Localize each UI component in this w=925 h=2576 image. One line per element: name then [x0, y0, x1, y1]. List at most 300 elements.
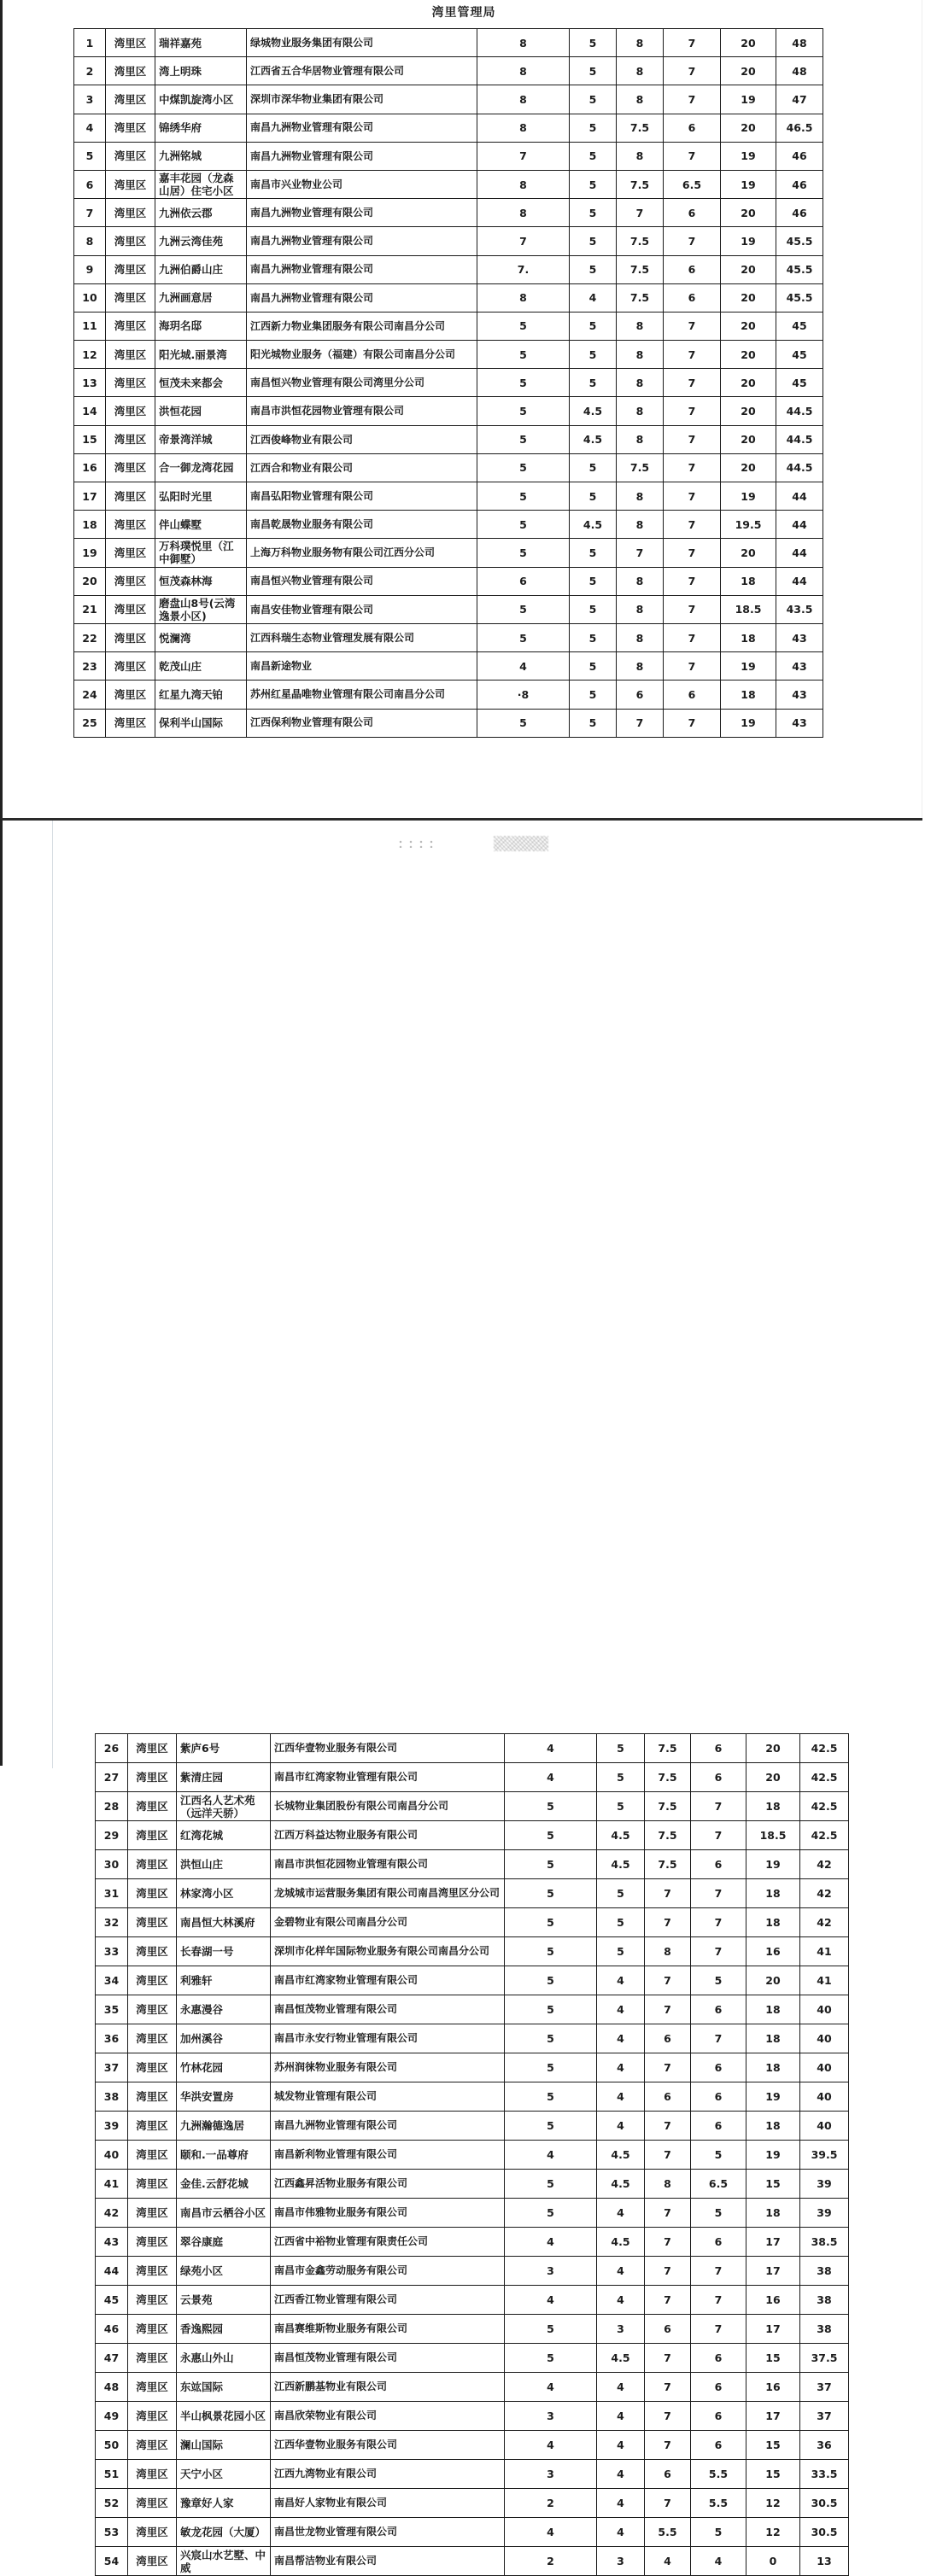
score-5-cell: 19 [721, 142, 776, 170]
score-4-cell: 7 [691, 1792, 746, 1821]
score-5-cell: 19 [746, 2141, 800, 2170]
company-name-cell: 深圳市深华物业集团有限公司 [247, 85, 477, 114]
score-4-cell: 6 [664, 255, 721, 283]
company-name-cell: 南昌好人家物业有限公司 [271, 2489, 505, 2518]
district-cell: 湾里区 [106, 29, 155, 57]
score-5-cell: 20 [721, 397, 776, 425]
score-4-cell: 6 [664, 681, 721, 709]
score-5-cell: 20 [721, 369, 776, 397]
score-3-cell: 7 [645, 2053, 691, 2082]
score-2-cell: 5 [570, 199, 617, 227]
score-4-cell: 5 [691, 2518, 746, 2547]
total-score-cell: 45.5 [776, 227, 823, 255]
company-name-cell: 南昌恒兴物业管理有限公司 [247, 567, 477, 595]
score-3-cell: 6 [645, 2315, 691, 2344]
table-row [74, 255, 823, 283]
district-cell: 湾里区 [128, 2199, 177, 2228]
score-3-cell: 8 [617, 57, 664, 85]
table-row [74, 567, 823, 595]
community-name-cell: 江西名人艺术苑（远洋天骄） [177, 1792, 271, 1821]
district-cell: 湾里区 [128, 1966, 177, 1995]
table-row [96, 2344, 849, 2373]
company-name-cell: 江西九湾物业有限公司 [271, 2460, 505, 2489]
table-row [74, 595, 823, 623]
score-3-cell: 8 [617, 369, 664, 397]
score-5-cell: 20 [721, 341, 776, 369]
total-score-cell: 30.5 [800, 2489, 849, 2518]
score-4-cell: 6 [691, 2112, 746, 2141]
score-1-cell: 5 [477, 341, 570, 369]
district-cell: 湾里区 [128, 2315, 177, 2344]
score-1-cell: 5 [505, 2053, 597, 2082]
scan-artifact-line [52, 821, 53, 1768]
table-row [74, 199, 823, 227]
score-2-cell: 3 [597, 2315, 645, 2344]
score-5-cell: 17 [746, 2257, 800, 2286]
district-cell: 湾里区 [106, 142, 155, 170]
score-2-cell: 5 [570, 539, 617, 567]
total-score-cell: 44 [776, 567, 823, 595]
score-2-cell: 5 [570, 341, 617, 369]
district-cell: 湾里区 [128, 2024, 177, 2053]
community-name-cell: 南昌市云栖谷小区 [177, 2199, 271, 2228]
community-name-cell: 云景苑 [177, 2286, 271, 2315]
score-4-cell: 7 [664, 142, 721, 170]
district-cell: 湾里区 [128, 2082, 177, 2112]
community-name-cell: 翠谷康庭 [177, 2228, 271, 2257]
score-1-cell: 5 [505, 2199, 597, 2228]
community-name-cell: 绿苑小区 [177, 2257, 271, 2286]
score-1-cell: 5 [477, 312, 570, 340]
faded-stamp-specks [395, 839, 438, 848]
score-4-cell: 6 [691, 2373, 746, 2402]
score-2-cell: 4 [597, 2489, 645, 2518]
score-2-cell: 4.5 [570, 397, 617, 425]
score-5-cell: 15 [746, 2460, 800, 2489]
score-1-cell: 5 [505, 2024, 597, 2053]
score-2-cell: 5 [570, 709, 617, 737]
table-row [96, 1879, 849, 1908]
total-score-cell: 42 [800, 1850, 849, 1879]
community-name-cell: 兴宸山水艺墅、中威 [177, 2547, 271, 2576]
table-row [96, 2460, 849, 2489]
row-number: 32 [96, 1908, 128, 1937]
company-name-cell: 江西科瑞生态物业管理发展有限公司 [247, 623, 477, 651]
score-3-cell: 7.5 [617, 453, 664, 482]
community-name-cell: 帝景湾洋城 [155, 425, 247, 453]
score-5-cell: 20 [746, 1734, 800, 1763]
score-4-cell: 7 [664, 511, 721, 539]
score-1-cell: 5 [505, 1995, 597, 2024]
company-name-cell: 南昌九洲物业管理有限公司 [247, 142, 477, 170]
district-cell: 湾里区 [106, 681, 155, 709]
table-row [96, 1966, 849, 1995]
score-4-cell: 6 [691, 1763, 746, 1792]
row-number: 42 [96, 2199, 128, 2228]
faded-stamp [494, 836, 548, 851]
score-3-cell: 7.5 [617, 114, 664, 142]
table-row [96, 2286, 849, 2315]
row-number: 8 [74, 227, 106, 255]
community-name-cell: 金佳.云舒花城 [177, 2170, 271, 2199]
score-3-cell: 8 [617, 482, 664, 511]
community-name-cell: 加州溪谷 [177, 2024, 271, 2053]
score-5-cell: 20 [721, 453, 776, 482]
score-3-cell: 6 [617, 681, 664, 709]
district-cell: 湾里区 [128, 1850, 177, 1879]
score-5-cell: 19 [721, 652, 776, 681]
row-number: 54 [96, 2547, 128, 2576]
total-score-cell: 40 [800, 2053, 849, 2082]
table-row [96, 2489, 849, 2518]
score-5-cell: 20 [721, 199, 776, 227]
district-cell: 湾里区 [128, 1821, 177, 1850]
community-name-cell: 洪恒花园 [155, 397, 247, 425]
district-cell: 湾里区 [106, 453, 155, 482]
district-cell: 湾里区 [106, 709, 155, 737]
score-5-cell: 19 [721, 709, 776, 737]
district-cell: 湾里区 [128, 1995, 177, 2024]
scores-table-page-1 [73, 28, 823, 738]
score-5-cell: 18 [746, 2112, 800, 2141]
score-3-cell: 8 [645, 1937, 691, 1966]
company-name-cell: 南昌新利物业管理有限公司 [271, 2141, 505, 2170]
score-4-cell: 6 [691, 1850, 746, 1879]
row-number: 25 [74, 709, 106, 737]
score-3-cell: 8 [617, 652, 664, 681]
community-name-cell: 保利半山国际 [155, 709, 247, 737]
score-2-cell: 4 [597, 2518, 645, 2547]
document-page-2 [0, 818, 922, 2574]
score-3-cell: 7.5 [645, 1734, 691, 1763]
row-number: 50 [96, 2431, 128, 2460]
district-cell: 湾里区 [106, 312, 155, 340]
company-name-cell: 江西万科益达物业服务有限公司 [271, 1821, 505, 1850]
company-name-cell: 江西新鹏基物业有限公司 [271, 2373, 505, 2402]
score-4-cell: 6 [691, 2431, 746, 2460]
company-name-cell: 南昌市永安行物业管理有限公司 [271, 2024, 505, 2053]
community-name-cell: 紫清庄园 [177, 1763, 271, 1792]
community-name-cell: 九洲云湾佳苑 [155, 227, 247, 255]
score-4-cell: 7 [691, 1821, 746, 1850]
row-number: 18 [74, 511, 106, 539]
district-cell: 湾里区 [128, 2402, 177, 2431]
score-4-cell: 6 [664, 114, 721, 142]
total-score-cell: 47 [776, 85, 823, 114]
score-1-cell: 8 [477, 57, 570, 85]
company-name-cell: 上海万科物业服务物有限公司江西分公司 [247, 539, 477, 567]
row-number: 17 [74, 482, 106, 511]
score-3-cell: 4 [645, 2547, 691, 2576]
community-name-cell: 豫章好人家 [177, 2489, 271, 2518]
company-name-cell: 江西华壹物业服务有限公司 [271, 2431, 505, 2460]
community-name-cell: 竹林花园 [177, 2053, 271, 2082]
district-cell: 湾里区 [128, 1792, 177, 1821]
community-name-cell: 东竑国际 [177, 2373, 271, 2402]
score-1-cell: 5 [477, 539, 570, 567]
score-5-cell: 18 [746, 1879, 800, 1908]
community-name-cell: 利雅轩 [177, 1966, 271, 1995]
row-number: 2 [74, 57, 106, 85]
score-1-cell: 8 [477, 283, 570, 312]
score-3-cell: 7.5 [645, 1763, 691, 1792]
table-row [96, 2257, 849, 2286]
table-row [96, 2112, 849, 2141]
table-row [74, 681, 823, 709]
total-score-cell: 44 [776, 511, 823, 539]
total-score-cell: 40 [800, 1995, 849, 2024]
table-body [96, 1734, 849, 2576]
score-1-cell: 2 [505, 2489, 597, 2518]
score-4-cell: 6 [691, 2053, 746, 2082]
total-score-cell: 44.5 [776, 453, 823, 482]
score-2-cell: 5 [597, 1792, 645, 1821]
total-score-cell: 43 [776, 652, 823, 681]
score-2-cell: 4.5 [597, 2228, 645, 2257]
district-cell: 湾里区 [128, 1879, 177, 1908]
score-1-cell: 4 [505, 1763, 597, 1792]
total-score-cell: 39.5 [800, 2141, 849, 2170]
table-row [96, 2228, 849, 2257]
score-3-cell: 8 [645, 2170, 691, 2199]
company-name-cell: 南昌新途物业 [247, 652, 477, 681]
table-row [74, 652, 823, 681]
table-row [74, 482, 823, 511]
community-name-cell: 永惠漫谷 [177, 1995, 271, 2024]
table-row [74, 29, 823, 57]
table-row [96, 2373, 849, 2402]
row-number: 34 [96, 1966, 128, 1995]
total-score-cell: 38 [800, 2286, 849, 2315]
company-name-cell: 江西新力物业集团服务有限公司南昌分公司 [247, 312, 477, 340]
district-cell: 湾里区 [128, 2286, 177, 2315]
row-number: 5 [74, 142, 106, 170]
score-5-cell: 18 [746, 2024, 800, 2053]
community-name-cell: 天宁小区 [177, 2460, 271, 2489]
total-score-cell: 30.5 [800, 2518, 849, 2547]
district-cell: 湾里区 [106, 425, 155, 453]
total-score-cell: 45 [776, 369, 823, 397]
total-score-cell: 48 [776, 29, 823, 57]
score-3-cell: 7 [645, 2402, 691, 2431]
score-4-cell: 7 [664, 453, 721, 482]
district-cell: 湾里区 [128, 2518, 177, 2547]
company-name-cell: 绿城物业服务集团有限公司 [247, 29, 477, 57]
row-number: 11 [74, 312, 106, 340]
table-row [74, 709, 823, 737]
score-2-cell: 4.5 [597, 2170, 645, 2199]
score-5-cell: 19 [721, 227, 776, 255]
score-3-cell: 7 [645, 2431, 691, 2460]
table-row [74, 312, 823, 340]
score-1-cell: 5 [477, 397, 570, 425]
company-name-cell: 南昌安佳物业管理有限公司 [247, 595, 477, 623]
table-row [96, 2431, 849, 2460]
district-cell: 湾里区 [128, 2112, 177, 2141]
community-name-cell: 半山枫景花园小区 [177, 2402, 271, 2431]
score-5-cell: 20 [721, 114, 776, 142]
score-4-cell: 5.5 [691, 2489, 746, 2518]
score-2-cell: 5 [597, 1908, 645, 1937]
score-5-cell: 18.5 [746, 1821, 800, 1850]
row-number: 15 [74, 425, 106, 453]
score-5-cell: 20 [721, 283, 776, 312]
total-score-cell: 42.5 [800, 1792, 849, 1821]
score-4-cell: 7 [691, 2315, 746, 2344]
score-5-cell: 12 [746, 2489, 800, 2518]
district-cell: 湾里区 [128, 1937, 177, 1966]
score-1-cell: 5 [505, 1879, 597, 1908]
score-4-cell: 7 [664, 623, 721, 651]
community-name-cell: 九洲画意居 [155, 283, 247, 312]
score-1-cell: 5 [505, 2315, 597, 2344]
row-number: 26 [96, 1734, 128, 1763]
score-4-cell: 6 [691, 2082, 746, 2112]
score-1-cell: 5 [477, 482, 570, 511]
company-name-cell: 南昌世龙物业管理有限公司 [271, 2518, 505, 2547]
score-4-cell: 5 [691, 2141, 746, 2170]
score-5-cell: 20 [721, 425, 776, 453]
score-2-cell: 4 [597, 2199, 645, 2228]
score-4-cell: 6 [664, 283, 721, 312]
score-2-cell: 4 [597, 2112, 645, 2141]
score-2-cell: 5 [597, 1734, 645, 1763]
district-cell: 湾里区 [128, 2373, 177, 2402]
score-1-cell: 4 [505, 1734, 597, 1763]
company-name-cell: 南昌弘阳物业管理有限公司 [247, 482, 477, 511]
row-number: 20 [74, 567, 106, 595]
total-score-cell: 43 [776, 681, 823, 709]
score-2-cell: 4 [597, 2257, 645, 2286]
score-1-cell: 6 [477, 567, 570, 595]
company-name-cell: 江西俊峰物业有限公司 [247, 425, 477, 453]
row-number: 33 [96, 1937, 128, 1966]
row-number: 48 [96, 2373, 128, 2402]
score-1-cell: 5 [477, 595, 570, 623]
score-3-cell: 7 [645, 2373, 691, 2402]
company-name-cell: 江西合和物业有限公司 [247, 453, 477, 482]
district-cell: 湾里区 [106, 511, 155, 539]
score-3-cell: 8 [617, 85, 664, 114]
score-3-cell: 7.5 [617, 227, 664, 255]
row-number: 14 [74, 397, 106, 425]
community-name-cell: 九洲依云郡 [155, 199, 247, 227]
district-cell: 湾里区 [128, 2489, 177, 2518]
community-name-cell: 弘阳时光里 [155, 482, 247, 511]
score-4-cell: 7 [691, 2024, 746, 2053]
row-number: 12 [74, 341, 106, 369]
company-name-cell: 龙城城市运营服务集团有限公司南昌湾里区分公司 [271, 1879, 505, 1908]
district-cell: 湾里区 [106, 57, 155, 85]
score-5-cell: 15 [746, 2344, 800, 2373]
score-1-cell: 7 [477, 227, 570, 255]
score-4-cell: 5 [691, 1966, 746, 1995]
score-2-cell: 5 [570, 312, 617, 340]
table-row [74, 453, 823, 482]
score-5-cell: 19 [746, 2082, 800, 2112]
score-5-cell: 18.5 [721, 595, 776, 623]
score-1-cell: 5 [505, 2082, 597, 2112]
score-1-cell: 4 [505, 2228, 597, 2257]
row-number: 41 [96, 2170, 128, 2199]
score-2-cell: 5 [597, 1937, 645, 1966]
company-name-cell: 南昌市红湾家物业管理有限公司 [271, 1966, 505, 1995]
score-5-cell: 18 [746, 1908, 800, 1937]
score-5-cell: 18 [721, 681, 776, 709]
score-2-cell: 4 [597, 2460, 645, 2489]
table-row [96, 1995, 849, 2024]
district-cell: 湾里区 [128, 2431, 177, 2460]
score-1-cell: 4 [505, 2431, 597, 2460]
community-name-cell: 瑞祥嘉苑 [155, 29, 247, 57]
table-body [74, 29, 823, 738]
company-name-cell: 江西华壹物业服务有限公司 [271, 1734, 505, 1763]
total-score-cell: 40 [800, 2112, 849, 2141]
score-3-cell: 8 [617, 567, 664, 595]
company-name-cell: 深圳市化样年国际物业服务有限公司南昌分公司 [271, 1937, 505, 1966]
score-2-cell: 5 [570, 681, 617, 709]
company-name-cell: 南昌恒茂物业管理有限公司 [271, 2344, 505, 2373]
district-cell: 湾里区 [106, 199, 155, 227]
score-1-cell: 3 [505, 2257, 597, 2286]
total-score-cell: 42 [800, 1879, 849, 1908]
community-name-cell: 合一御龙湾花园 [155, 453, 247, 482]
score-5-cell: 0 [746, 2547, 800, 2576]
score-2-cell: 4.5 [597, 2344, 645, 2373]
score-1-cell: 4 [505, 2373, 597, 2402]
row-number: 46 [96, 2315, 128, 2344]
row-number: 53 [96, 2518, 128, 2547]
score-4-cell: 7 [664, 312, 721, 340]
total-score-cell: 42.5 [800, 1821, 849, 1850]
score-3-cell: 7.5 [617, 255, 664, 283]
score-3-cell: 5.5 [645, 2518, 691, 2547]
score-4-cell: 7 [664, 652, 721, 681]
row-number: 36 [96, 2024, 128, 2053]
score-3-cell: 7.5 [617, 170, 664, 198]
score-3-cell: 7 [645, 2112, 691, 2141]
total-score-cell: 37 [800, 2373, 849, 2402]
row-number: 10 [74, 283, 106, 312]
score-3-cell: 7 [645, 2344, 691, 2373]
total-score-cell: 43 [776, 623, 823, 651]
district-cell: 湾里区 [128, 1734, 177, 1763]
community-name-cell: 澜山国际 [177, 2431, 271, 2460]
district-cell: 湾里区 [128, 1763, 177, 1792]
score-4-cell: 7 [664, 227, 721, 255]
row-number: 6 [74, 170, 106, 198]
score-2-cell: 5 [570, 595, 617, 623]
community-name-cell: 海玥名邸 [155, 312, 247, 340]
score-3-cell: 7 [645, 1908, 691, 1937]
row-number: 19 [74, 539, 106, 567]
table-row [74, 623, 823, 651]
community-name-cell: 锦绣华府 [155, 114, 247, 142]
district-cell: 湾里区 [106, 283, 155, 312]
row-number: 7 [74, 199, 106, 227]
company-name-cell: 南昌市红湾家物业管理有限公司 [271, 1763, 505, 1792]
score-1-cell: 5 [505, 1792, 597, 1821]
community-name-cell: 万科璞悦里（江中御墅） [155, 539, 247, 567]
total-score-cell: 45 [776, 341, 823, 369]
community-name-cell: 九洲伯爵山庄 [155, 255, 247, 283]
company-name-cell: 城发物业管理有限公司 [271, 2082, 505, 2112]
district-cell: 湾里区 [106, 341, 155, 369]
row-number: 39 [96, 2112, 128, 2141]
district-cell: 湾里区 [106, 652, 155, 681]
score-4-cell: 7 [691, 2286, 746, 2315]
company-name-cell: 长城物业集团股份有限公司南昌分公司 [271, 1792, 505, 1821]
